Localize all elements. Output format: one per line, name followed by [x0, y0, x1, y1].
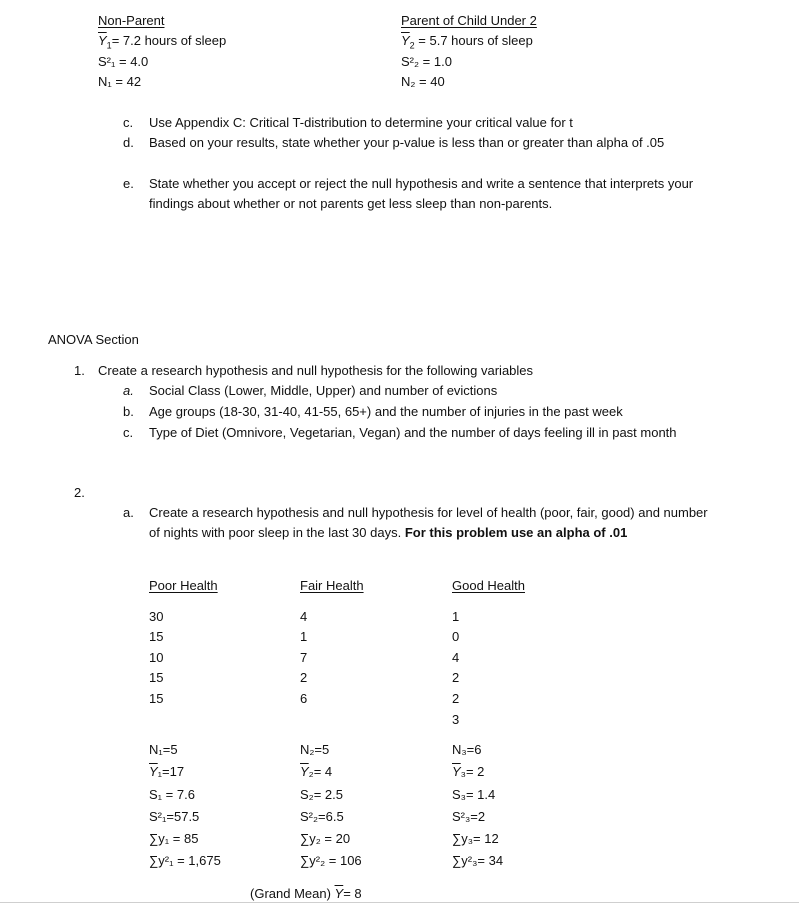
group1-mean-value: = 7.2 hours of sleep	[111, 33, 227, 48]
stat-mean	[452, 764, 484, 780]
q1-item-a-text: Social Class (Lower, Middle, Upper) and number of evictions	[149, 383, 498, 398]
stat-sum: ∑y₃= 12	[452, 831, 499, 846]
stat-s2: S²₁=57.5	[149, 809, 200, 824]
group2-variance: S²₂ = 1.0	[401, 54, 452, 69]
group1-title: Non-Parent	[98, 13, 165, 28]
stat-s: S₂= 2.5	[300, 787, 343, 802]
group2-n: N₂ = 40	[401, 74, 445, 89]
stat-s: S₃= 1.4	[452, 787, 496, 802]
q1-text: Create a research hypothesis and null hypothesis for the following variables	[98, 363, 534, 378]
column-header: Fair Health	[300, 578, 364, 593]
q1-item-a-marker: a.	[123, 383, 134, 398]
q1-item-c-marker: c.	[123, 425, 134, 440]
stat-n: N₃=6	[452, 742, 482, 757]
table-cell: 7	[300, 650, 308, 665]
table-cell: 3	[452, 712, 460, 727]
stat-s2: S²₃=2	[452, 809, 486, 824]
step-c-marker: c.	[123, 115, 134, 130]
stat-s2: S²₂=6.5	[300, 809, 344, 824]
table-cell: 15	[149, 629, 164, 644]
grand-mean-label: (Grand Mean)	[250, 886, 335, 901]
step-d-text: Based on your results, state whether your p-value is less than or greater than alpha of .05	[149, 135, 665, 150]
table-cell: 6	[300, 691, 308, 706]
q2-text-plain: Create a research hypothesis and null hypothesis for level of health (poor, fair, good) and number of nights with poor sleep in the last 30 days.	[149, 505, 708, 540]
table-cell: 15	[149, 670, 164, 685]
column-header: Poor Health	[149, 578, 218, 593]
table-cell: 2	[452, 691, 460, 706]
stat-sum: ∑y₂ = 20	[300, 831, 351, 846]
step-d-marker: d.	[123, 135, 134, 150]
step-e-text: State whether you accept or reject the null hypothesis and write a sentence that interprets your findings about whether or not parents get less sleep than non-parents.	[149, 176, 694, 211]
table-cell: 4	[300, 609, 308, 624]
stat-sum: ∑y₁ = 85	[149, 831, 199, 846]
stat-mean	[149, 764, 184, 780]
stat-mean-value: ₃= 2	[460, 764, 485, 779]
group2-mean-symbol: $\overline{Y}$	[401, 33, 410, 48]
stat-n: N₂=5	[300, 742, 330, 757]
q2-marker: a.	[123, 505, 134, 520]
table-cell: 2	[452, 670, 460, 685]
stat-mean-symbol: $\overline{Y}$	[149, 764, 158, 779]
table-cell: 0	[452, 629, 460, 644]
q2-text	[149, 503, 715, 543]
stat-mean-symbol: $\overline{Y}$	[452, 764, 461, 779]
grand-mean	[250, 886, 362, 902]
q1-item-b-text: Age groups (18-30, 31-40, 41-55, 65+) and the number of injuries in the past week	[149, 404, 623, 419]
group2-title: Parent of Child Under 2	[401, 13, 537, 28]
anova-section-title: ANOVA Section	[48, 332, 139, 347]
group1-mean-sub: 1	[106, 40, 112, 51]
group1-variance: S²₁ = 4.0	[98, 54, 149, 69]
stat-mean	[300, 764, 332, 780]
page-bottom-divider	[0, 902, 799, 903]
table-cell: 4	[452, 650, 460, 665]
stat-s: S₁ = 7.6	[149, 787, 195, 802]
group1-n: N₁ = 42	[98, 74, 142, 89]
stat-mean-value: ₁=17	[157, 764, 185, 779]
q1-number: 1.	[74, 363, 85, 378]
stat-n: N₁=5	[149, 742, 178, 757]
grand-mean-value: = 8	[343, 886, 362, 901]
stat-sumsq: ∑y²₂ = 106	[300, 853, 362, 868]
table-cell: 10	[149, 650, 164, 665]
group1-mean	[98, 33, 226, 54]
column-header: Good Health	[452, 578, 525, 593]
group2-mean-value: = 5.7 hours of sleep	[414, 33, 533, 48]
table-cell: 15	[149, 691, 164, 706]
q2-number: 2.	[74, 485, 85, 500]
table-cell: 30	[149, 609, 164, 624]
table-cell: 2	[300, 670, 308, 685]
q1-item-c-text: Type of Diet (Omnivore, Vegetarian, Vegan) and the number of days feeling ill in past month	[149, 425, 677, 440]
q1-item-b-marker: b.	[123, 404, 134, 419]
table-cell: 1	[300, 629, 308, 644]
group1-mean-symbol: $\overline{Y}$	[98, 33, 107, 48]
grand-mean-symbol: $\overline{Y}$	[334, 886, 344, 901]
step-c-text: Use Appendix C: Critical T-distribution to determine your critical value for t	[149, 115, 573, 130]
q2-text-bold: For this problem use an alpha of .01	[404, 525, 628, 540]
stat-sumsq: ∑y²₃= 34	[452, 853, 504, 868]
group2-mean-sub: 2	[409, 40, 415, 51]
stat-mean-value: ₂= 4	[308, 764, 333, 779]
step-e-marker: e.	[123, 176, 134, 191]
stat-sumsq: ∑y²₁ = 1,675	[149, 853, 221, 868]
table-cell: 1	[452, 609, 460, 624]
group2-mean	[401, 33, 533, 54]
stat-mean-symbol: $\overline{Y}$	[300, 764, 309, 779]
